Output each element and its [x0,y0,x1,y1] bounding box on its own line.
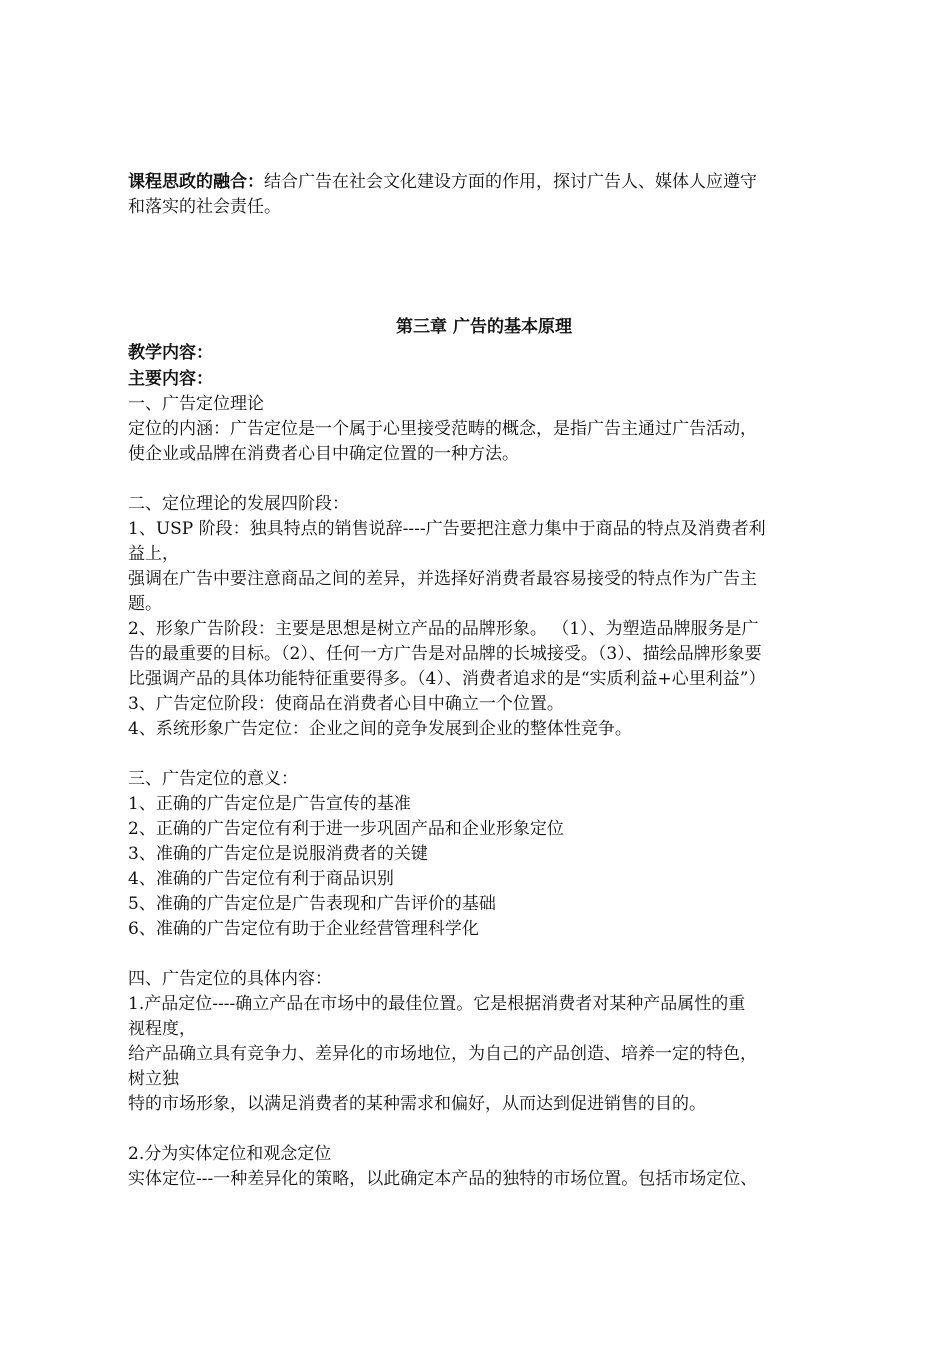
text-line: 告的最重要的目标。（2）、任何一方广告是对品牌的长城接受。（3）、描绘品牌形象要 [128,644,762,664]
teaching-content-heading: 教学内容： [128,343,213,363]
text-line: 4、系统形象广告定位：企业之间的竞争发展到企业的整体性竞争。 [128,719,632,739]
intro-text-line-1: 结合广告在社会文化建设方面的作用，探讨广告人、媒体人应遵守 [264,172,757,192]
section-positioning-theory [128,392,840,467]
text-line: 强调在广告中要注意商品之间的差异，并选择好消费者最容易接受的特点作为广告主 [128,569,757,589]
text-line: 特的市场形象，以满足消费者的某种需求和偏好，从而达到促进销售的目的。 [128,1094,706,1114]
list-item: 4、准确的广告定位有利于商品识别 [128,869,394,889]
text-line: 题。 [128,594,162,614]
text-line: 1.产品定位----确立产品在市场中的最佳位置。它是根据消费者对某种产品属性的重 [128,994,746,1014]
text-line: 1、USP 阶段：独具特点的销售说辞----广告要把注意力集中于商品的特点及消费者利 [128,519,766,539]
list-item: 1、正确的广告定位是广告宣传的基准 [128,794,411,814]
list-item: 3、准确的广告定位是说服消费者的关键 [128,844,428,864]
text-line: 比强调产品的具体功能特征重要得多。（4）、消费者追求的是“实质利益+心里利益”） [128,669,766,689]
text-line: 2、形象广告阶段：主要是思想是树立产品的品牌形象。 （1）、为塑造品牌服务是广 [128,619,759,639]
intro-label: 课程思政的融合： [128,172,264,192]
text-line: 定位的内涵：广告定位是一个属于心里接受范畴的概念，是指广告主通过广告活动， [128,419,757,439]
text-line: 给产品确立具有竞争力、差异化的市场地位，为自己的产品创造、培养一定的特色， [128,1044,757,1064]
section-significance [128,767,840,942]
section-four-stages [128,492,840,742]
chapter-title: 第三章 广告的基本原理 [396,317,572,337]
text-line: 2.分为实体定位和观念定位 [128,1144,332,1164]
section-title: 一、广告定位理论 [128,394,264,414]
text-line: 使企业或品牌在消费者心目中确定位置的一种方法。 [128,444,519,464]
text-line: 实体定位---一种差异化的策略，以此确定本产品的独特的市场位置。包括市场定位、 [128,1169,758,1189]
section-title: 三、广告定位的意义： [128,769,298,789]
section-title: 二、定位理论的发展四阶段： [128,494,349,514]
document-page [128,170,840,1192]
section-title: 四、广告定位的具体内容： [128,969,332,989]
text-line: 视程度， [128,1019,196,1039]
intro-paragraph [128,170,840,220]
section-positioning-types [128,1142,840,1192]
section-specific-content [128,967,840,1117]
text-line: 益上， [128,544,179,564]
main-content-heading: 主要内容： [128,369,213,389]
intro-text-line-2: 和落实的社会责任。 [128,197,281,217]
list-item: 2、正确的广告定位有利于进一步巩固产品和企业形象定位 [128,819,564,839]
list-item: 5、准确的广告定位是广告表现和广告评价的基础 [128,894,496,914]
list-item: 6、准确的广告定位有助于企业经营管理科学化 [128,919,479,939]
text-line: 3、广告定位阶段：使商品在消费者心目中确立一个位置。 [128,694,564,714]
text-line: 树立独 [128,1069,179,1089]
